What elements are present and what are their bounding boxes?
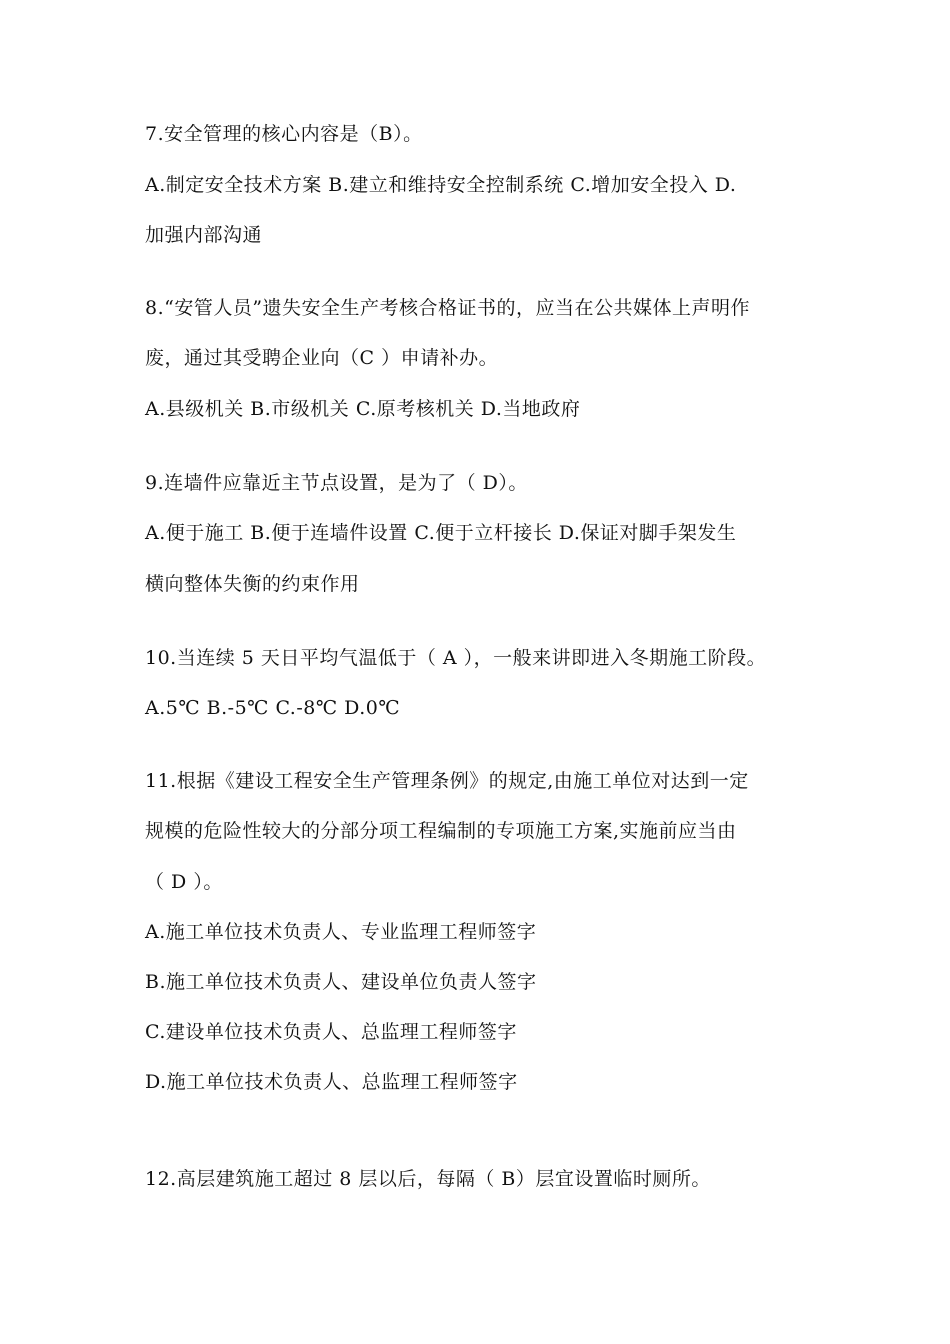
question-9-stem: 9.连墙件应靠近主节点设置，是为了（ D）。 (145, 472, 528, 494)
question-11-option-d: D.施工单位技术负责人、总监理工程师签字 (145, 1071, 518, 1093)
question-11-stem-cont-2: （ D ）。 (145, 871, 223, 893)
question-8-options: A.县级机关 B.市级机关 C.原考核机关 D.当地政府 (145, 398, 581, 420)
question-7-options: A.制定安全技术方案 B.建立和维持安全控制系统 C.增加安全投入 D. (145, 174, 737, 196)
question-11-option-a: A.施工单位技术负责人、专业监理工程师签字 (145, 921, 537, 943)
question-8-stem: 8.“安管人员”遗失安全生产考核合格证书的，应当在公共媒体上声明作 (145, 297, 751, 319)
question-11-stem: 11.根据《建设工程安全生产管理条例》的规定,由施工单位对达到一定 (145, 770, 749, 792)
question-10-stem: 10.当连续 5 天日平均气温低于（ A ），一般来讲即进入冬期施工阶段。 (145, 647, 767, 669)
question-12-stem: 12.高层建筑施工超过 8 层以后，每隔（ B）层宜设置临时厕所。 (145, 1168, 711, 1190)
question-11-option-b: B.施工单位技术负责人、建设单位负责人签字 (145, 971, 537, 993)
question-11-option-c: C.建设单位技术负责人、总监理工程师签字 (145, 1021, 517, 1043)
question-10-options: A.5℃ B.-5℃ C.-8℃ D.0℃ (145, 697, 401, 719)
question-8-stem-cont: 废，通过其受聘企业向（C ）申请补办。 (145, 347, 499, 369)
question-11-stem-cont: 规模的危险性较大的分部分项工程编制的专项施工方案,实施前应当由 (145, 820, 737, 842)
question-7-options-cont: 加强内部沟通 (145, 224, 263, 246)
question-9-options-cont: 横向整体失衡的约束作用 (145, 573, 360, 595)
question-7-stem: 7.安全管理的核心内容是（B）。 (145, 123, 423, 145)
question-9-options: A.便于施工 B.便于连墙件设置 C.便于立杆接长 D.保证对脚手架发生 (145, 522, 737, 544)
